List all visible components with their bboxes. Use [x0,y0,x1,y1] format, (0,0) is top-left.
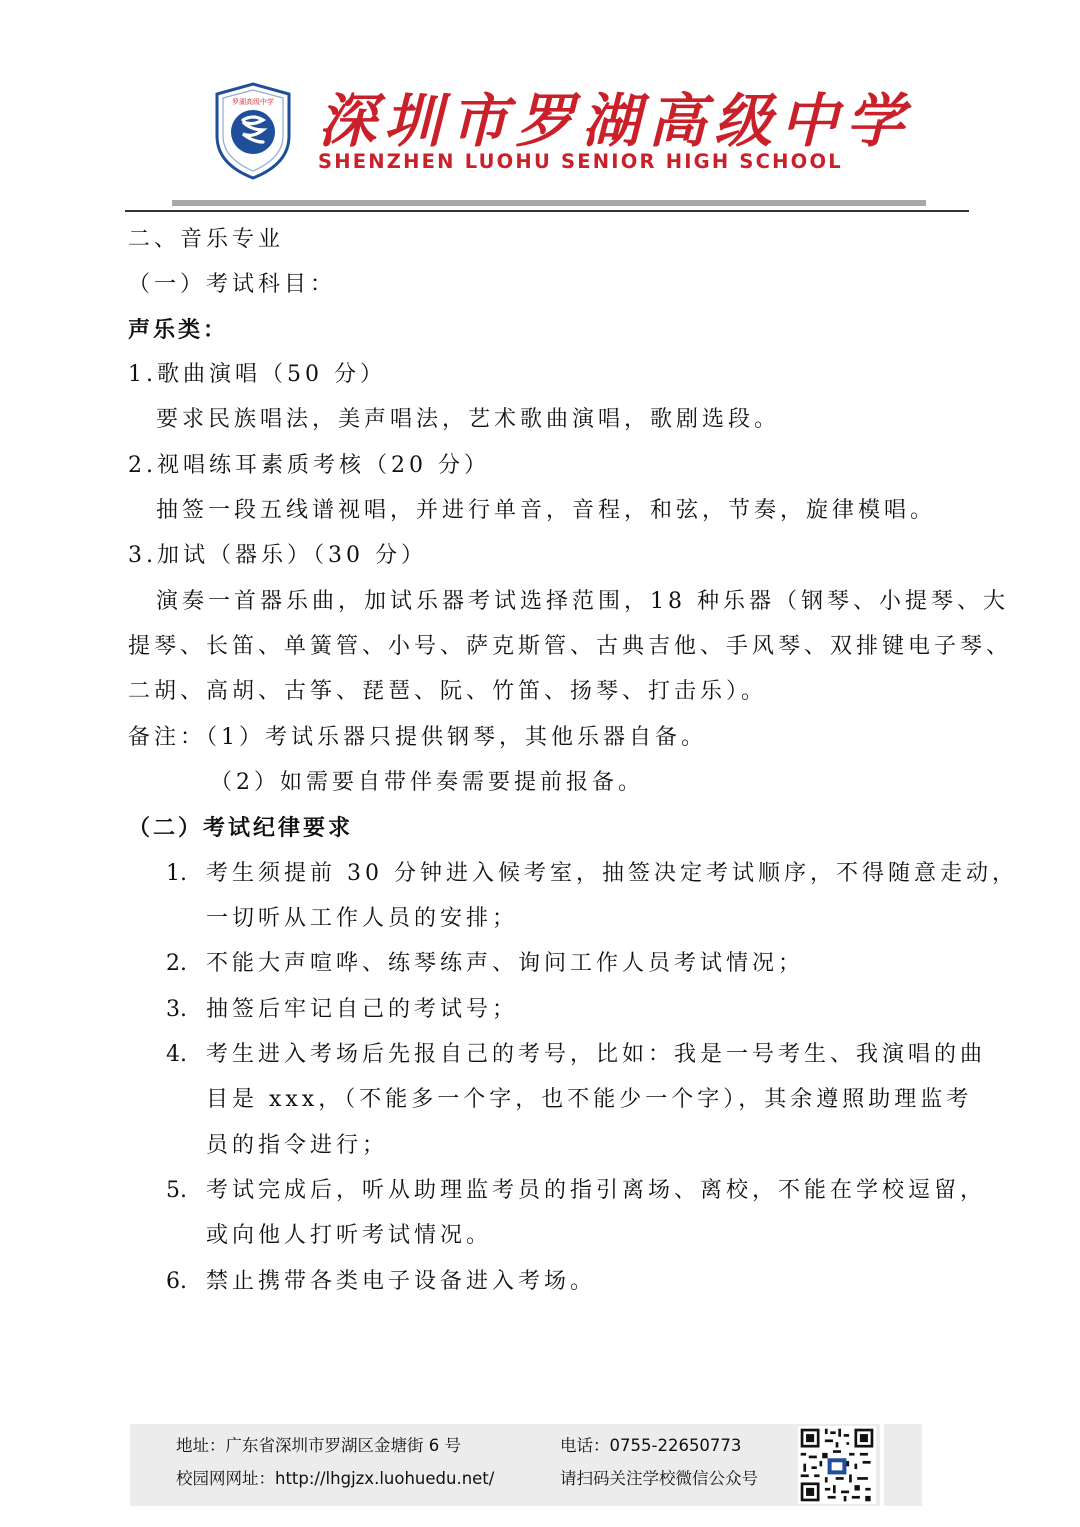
note-line-1: 备注：（1）考试乐器只提供钢琴，其他乐器自备。 [128,725,707,750]
footer-website: 校园网网址：http://lhgjzx.luohuedu.net/ [176,1469,495,1488]
rule-number: 6. [166,1269,187,1294]
footer-phone: 电话：0755-22650773 [560,1436,742,1455]
rule-item-4-cont-2: 员的指令进行； [206,1133,389,1158]
rule-item-4 [166,1040,986,1070]
rule-text: 不能大声喧哗、练琴练声、询问工作人员考试情况； [206,951,805,976]
rule-item-6 [166,1267,596,1297]
rule-item-3 [166,995,518,1025]
item-desc-instrument-line2: 提琴、长笛、单簧管、小号、萨克斯管、古典吉他、手风琴、双排键电子琴、 [128,634,1013,659]
rule-text: 考生须提前 30 分钟进入候考室，抽签决定考试顺序，不得随意走动， [206,861,1018,886]
rule-text: 考试完成后，听从助理监考员的指引离场、离校，不能在学校逗留， [206,1178,987,1203]
letterhead [0,0,1080,215]
item-desc-instrument-line3: 二胡、高胡、古筝、琵琶、阮、竹笛、扬琴、打击乐）。 [128,679,768,704]
note-line-2: （2）如需要自带伴奏需要提前报备。 [210,770,644,795]
item-title-instrument: 3.加试（器乐）（30 分） [128,543,427,568]
rule-text: 抽签后牢记自己的考试号； [206,997,519,1022]
rule-item-2 [166,949,804,979]
subsection-title-rules: （二）考试纪律要求 [128,815,354,841]
category-vocal: 声乐类： [128,317,229,343]
wechat-qr-code-icon[interactable] [798,1426,876,1504]
footer-bar [130,1424,922,1506]
rule-text: 考生进入考场后先报自己的考号，比如：我是一号考生、我演唱的曲 [206,1042,987,1067]
header-divider-dark [125,210,969,212]
item-desc-sightsinging: 抽签一段五线谱视唱，并进行单音，音程，和弦，节奏，旋律模唱。 [156,498,937,523]
school-name-en: SHENZHEN LUOHU SENIOR HIGH SCHOOL [318,150,843,173]
rule-item-5-cont: 或向他人打听考试情况。 [206,1223,493,1248]
qr-side-divider [880,1424,884,1506]
rule-number: 4. [166,1042,187,1067]
rule-number: 2. [166,951,187,976]
rule-item-5 [166,1176,986,1206]
footer-qr-hint: 请扫码关注学校微信公众号 [560,1469,758,1488]
rule-item-1-cont: 一切听从工作人员的安排； [206,906,519,931]
rule-number: 5. [166,1178,187,1203]
school-name-cn: 深圳市罗湖高级中学 [318,87,913,155]
item-title-sightsinging: 2.视唱练耳素质考核（20 分） [128,453,490,478]
section-title: 二、音乐专业 [128,227,285,252]
item-desc-singing: 要求民族唱法，美声唱法，艺术歌曲演唱，歌剧选段。 [156,407,781,432]
item-title-singing: 1.歌曲演唱（50 分） [128,362,386,387]
header-divider-grey [172,200,926,206]
school-logo-icon [213,82,293,180]
item-desc-instrument-line1: 演奏一首器乐曲，加试乐器考试选择范围，18 种乐器（钢琴、小提琴、大 [156,589,1009,614]
rule-number: 3. [166,997,187,1022]
subsection-title-subjects: （一）考试科目： [128,272,337,297]
rule-text: 禁止携带各类电子设备进入考场。 [206,1269,597,1294]
footer-address: 地址：广东省深圳市罗湖区金塘街 6 号 [176,1436,461,1455]
logo-text: 罗湖高级中学 [232,98,274,106]
rule-item-4-cont-1: 目是 xxx，（不能多一个字，也不能少一个字），其余遵照助理监考 [206,1087,973,1112]
rule-item-1 [166,859,1018,889]
rule-number: 1. [166,861,187,886]
